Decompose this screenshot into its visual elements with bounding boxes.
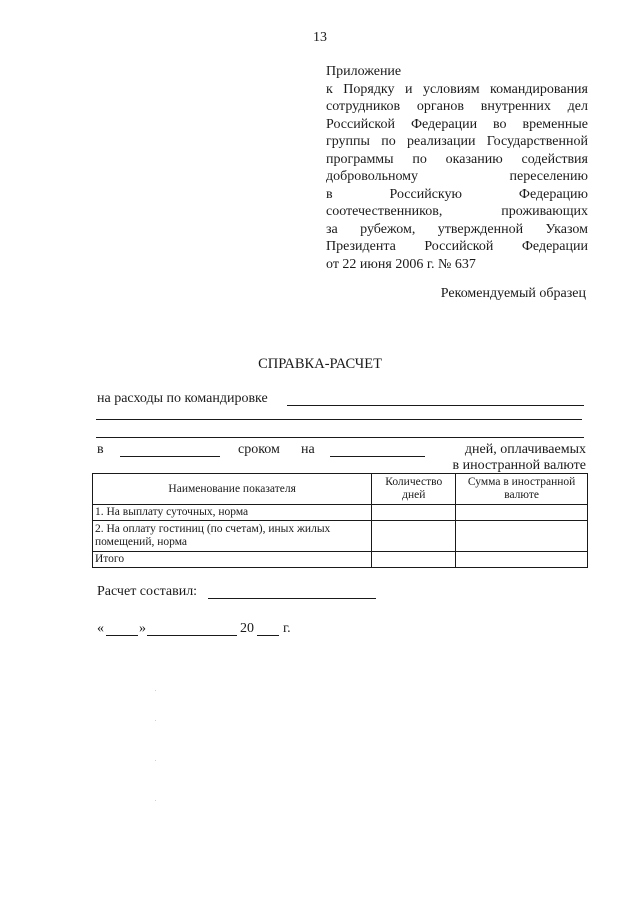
days-paid-label: дней, оплачиваемых bbox=[464, 442, 586, 457]
in-currency-label: в иностранной валюте bbox=[452, 458, 586, 473]
amount-cell[interactable] bbox=[456, 521, 588, 552]
days-blank-line[interactable] bbox=[330, 456, 425, 457]
table-row bbox=[93, 521, 588, 552]
appendix-line: добровольному переселению bbox=[326, 169, 588, 184]
days-cell[interactable] bbox=[372, 552, 456, 568]
document-title: СПРАВКА-РАСЧЕТ bbox=[258, 356, 382, 372]
page-number: 13 bbox=[313, 30, 327, 45]
expenses-label: на расходы по командировке bbox=[97, 391, 268, 406]
appendix-line: соотечественников, проживающих bbox=[326, 204, 588, 219]
header-amount-foreign-currency: Сумма в иностранной валюте bbox=[456, 474, 588, 505]
calculation-table bbox=[92, 473, 588, 568]
scan-speck bbox=[155, 720, 156, 721]
header-days-count: Количество дней bbox=[372, 474, 456, 505]
expenses-blank-line[interactable] bbox=[287, 405, 584, 406]
appendix-line: сотрудников органов внутренних дел bbox=[326, 99, 588, 114]
compiled-by-label: Расчет составил: bbox=[97, 584, 198, 599]
scan-speck bbox=[155, 760, 156, 761]
in-label: в bbox=[97, 442, 104, 457]
appendix-line: программы по оказанию содействия bbox=[326, 151, 588, 167]
date-close-quote: » bbox=[139, 621, 146, 636]
days-cell[interactable] bbox=[372, 505, 456, 521]
amount-cell[interactable] bbox=[456, 505, 588, 521]
appendix-line: к Порядку и условиям командирования bbox=[326, 81, 588, 97]
days-cell[interactable] bbox=[372, 521, 456, 552]
appendix-line: в Российскую Федерацию bbox=[326, 186, 588, 202]
month-blank-line[interactable] bbox=[147, 635, 237, 636]
year-blank-line[interactable] bbox=[257, 635, 279, 636]
row-label: 2. На оплату гостиниц (по счетам), иных жилых помещений, норма bbox=[93, 521, 372, 552]
amount-cell[interactable] bbox=[456, 552, 588, 568]
header-indicator-name: Наименование показателя bbox=[93, 474, 372, 505]
appendix-line: за рубежом, утвержденной Указом bbox=[326, 221, 588, 237]
appendix-line: группы по реализации Государственной bbox=[326, 134, 588, 149]
appendix-line: Президента Российской Федерации bbox=[326, 239, 588, 254]
scan-speck bbox=[155, 690, 156, 691]
on-label: на bbox=[301, 442, 315, 457]
table-header-row bbox=[93, 474, 588, 505]
expenses-blank-line-2[interactable] bbox=[96, 419, 582, 420]
year-suffix: г. bbox=[283, 621, 291, 636]
row-label: 1. На выплату суточных, норма bbox=[93, 505, 372, 521]
appendix-note bbox=[326, 63, 588, 273]
expenses-blank-line-3[interactable] bbox=[96, 437, 584, 438]
row-label: Итого bbox=[93, 552, 372, 568]
day-blank-line[interactable] bbox=[106, 635, 138, 636]
appendix-line: от 22 июня 2006 г. № 637 bbox=[326, 256, 476, 272]
scan-speck bbox=[155, 800, 156, 801]
term-label: сроком bbox=[238, 442, 280, 457]
date-open-quote: « bbox=[97, 621, 104, 636]
appendix-line: Приложение bbox=[326, 64, 402, 79]
table-row bbox=[93, 552, 588, 568]
country-blank-line[interactable] bbox=[120, 456, 220, 457]
appendix-line: Российской Федерации во временные bbox=[326, 116, 588, 132]
year-prefix: 20 bbox=[240, 621, 254, 636]
compiled-by-blank-line[interactable] bbox=[208, 598, 376, 599]
table-row bbox=[93, 505, 588, 521]
recommended-sample-label: Рекомендуемый образец bbox=[440, 286, 586, 301]
